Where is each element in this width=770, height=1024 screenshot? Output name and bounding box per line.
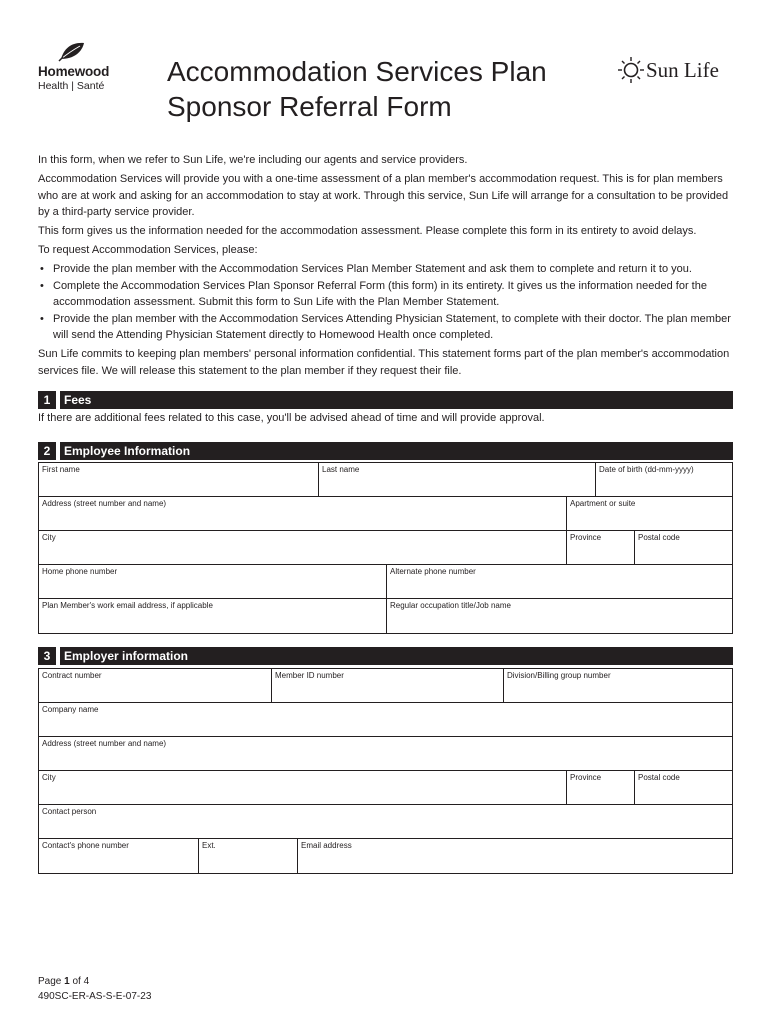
first-name-input[interactable] <box>42 478 315 494</box>
member-id-field[interactable]: Member ID number <box>271 669 503 702</box>
city-field[interactable]: City <box>39 531 566 564</box>
work-email-input[interactable] <box>42 615 383 631</box>
bullet-item: • Complete the Accommodation Services Plan Sponsor Referral Form (this form) in its entirety. It gives us the information needed for the accommodation assessment. Submit this form to Sun Life with the Plan Member Statement. <box>38 278 734 311</box>
page-title <box>167 54 597 124</box>
division-input[interactable] <box>507 684 729 700</box>
section-number: 2 <box>43 444 51 458</box>
contact-phone-field[interactable]: Contact's phone number <box>39 839 198 873</box>
contract-number-input[interactable] <box>42 684 268 700</box>
intro-p4: To request Accommodation Services, please: <box>38 244 258 256</box>
contact-person-input[interactable] <box>42 820 729 836</box>
email-address-field[interactable]: Email address <box>297 839 732 873</box>
sunlife-name: Sun Life <box>646 58 719 82</box>
division-field[interactable]: Division/Billing group number <box>503 669 732 702</box>
section-title: Employee Information <box>64 444 191 458</box>
work-email-field[interactable]: Plan Member's work email address, if applicable <box>39 599 386 633</box>
form-row <box>39 531 732 565</box>
employer-address-field[interactable]: Address (street number and name) <box>39 737 732 770</box>
intro-bullets <box>38 261 734 344</box>
company-name-input[interactable] <box>42 718 729 734</box>
postal-code-input[interactable] <box>638 546 729 562</box>
employer-province-input[interactable] <box>570 786 631 802</box>
apartment-input[interactable] <box>570 512 729 528</box>
section-1-header <box>38 391 733 409</box>
intro-p1: In this form, when we refer to Sun Life, we're including our agents and service providers. <box>38 154 468 166</box>
form-row <box>39 599 732 633</box>
home-phone-input[interactable] <box>42 580 383 596</box>
page-number: Page 1 of 4 <box>38 976 90 987</box>
homewood-logo <box>38 40 128 98</box>
page-footer <box>38 974 151 1004</box>
form-row <box>39 771 732 805</box>
company-name-field[interactable]: Company name <box>39 703 732 736</box>
title-line-2: Sponsor Referral Form <box>167 91 452 122</box>
bullet-item: • Provide the plan member with the Accommodation Services Plan Member Statement and ask them to complete and return it to you. <box>38 261 734 278</box>
city-input[interactable] <box>42 546 563 562</box>
form-row <box>39 463 732 497</box>
employer-province-field[interactable]: Province <box>566 771 634 804</box>
employee-info-form <box>38 462 733 634</box>
form-row <box>39 839 732 873</box>
homewood-subtitle: Health | Santé <box>38 80 105 92</box>
section-number: 3 <box>43 649 51 663</box>
home-phone-field[interactable]: Home phone number <box>39 565 386 598</box>
sun-icon <box>618 56 644 84</box>
homewood-name: Homewood <box>38 64 110 79</box>
intro-text <box>38 152 734 382</box>
fees-note: If there are additional fees related to this case, you'll be advised ahead of time and will provide approval. <box>38 412 545 424</box>
form-row <box>39 737 732 771</box>
extension-field[interactable]: Ext. <box>198 839 297 873</box>
form-row <box>39 497 732 531</box>
province-input[interactable] <box>570 546 631 562</box>
last-name-input[interactable] <box>322 478 592 494</box>
section-title: Fees <box>64 393 92 407</box>
section-number: 1 <box>43 393 51 407</box>
leaf-icon <box>58 40 86 62</box>
address-field[interactable]: Address (street number and name) <box>39 497 566 530</box>
last-name-field[interactable]: Last name <box>318 463 595 496</box>
form-row <box>39 669 732 703</box>
alternate-phone-field[interactable]: Alternate phone number <box>386 565 732 598</box>
intro-p2: Accommodation Services will provide you with a one-time assessment of a plan member's accommodation request. This is for plan members who are at work and asking for an accommodation to stay at work. Through this service, Sun Life will arrange for a consultation to be provided by a third-party service provider. <box>38 173 729 218</box>
postal-code-field[interactable]: Postal code <box>634 531 732 564</box>
title-line-1: Accommodation Services Plan <box>167 56 547 87</box>
contract-number-field[interactable]: Contract number <box>39 669 271 702</box>
extension-input[interactable] <box>202 855 294 871</box>
form-code: 490SC-ER-AS-S-E-07-23 <box>38 991 152 1002</box>
section-2-header <box>38 442 733 460</box>
dob-field[interactable]: Date of birth (dd-mm-yyyy) <box>595 463 732 496</box>
contact-person-field[interactable]: Contact person <box>39 805 732 838</box>
intro-p3: This form gives us the information needed for the accommodation assessment. Please complete this form in its entirety to avoid delays. <box>38 225 697 237</box>
employer-postal-code-input[interactable] <box>638 786 729 802</box>
occupation-input[interactable] <box>390 615 729 631</box>
occupation-field[interactable]: Regular occupation title/Job name <box>386 599 732 633</box>
contact-phone-input[interactable] <box>42 855 195 871</box>
alternate-phone-input[interactable] <box>390 580 729 596</box>
employer-city-input[interactable] <box>42 786 563 802</box>
employer-info-form <box>38 668 733 874</box>
sunlife-logo <box>618 54 738 88</box>
form-row <box>39 703 732 737</box>
section-title: Employer information <box>64 649 189 663</box>
section-3-header <box>38 647 733 665</box>
bullet-item: • Provide the plan member with the Accommodation Services Attending Physician Statement, to complete with their doctor. The plan member will send the Attending Physician Statement directly to Homewood Health once completed. <box>38 311 734 344</box>
form-row <box>39 805 732 839</box>
intro-p5: Sun Life commits to keeping plan members' personal information confidential. This statement forms part of the plan member's accommodation services file. We will release this statement to the plan member if they request their file. <box>38 348 730 377</box>
email-address-input[interactable] <box>301 855 729 871</box>
form-row <box>39 565 732 599</box>
employer-address-input[interactable] <box>42 752 729 768</box>
address-input[interactable] <box>42 512 563 528</box>
apartment-field[interactable]: Apartment or suite <box>566 497 732 530</box>
first-name-field[interactable]: First name <box>39 463 318 496</box>
province-field[interactable]: Province <box>566 531 634 564</box>
dob-input[interactable] <box>599 478 729 494</box>
employer-city-field[interactable]: City <box>39 771 566 804</box>
employer-postal-code-field[interactable]: Postal code <box>634 771 732 804</box>
member-id-input[interactable] <box>275 684 500 700</box>
